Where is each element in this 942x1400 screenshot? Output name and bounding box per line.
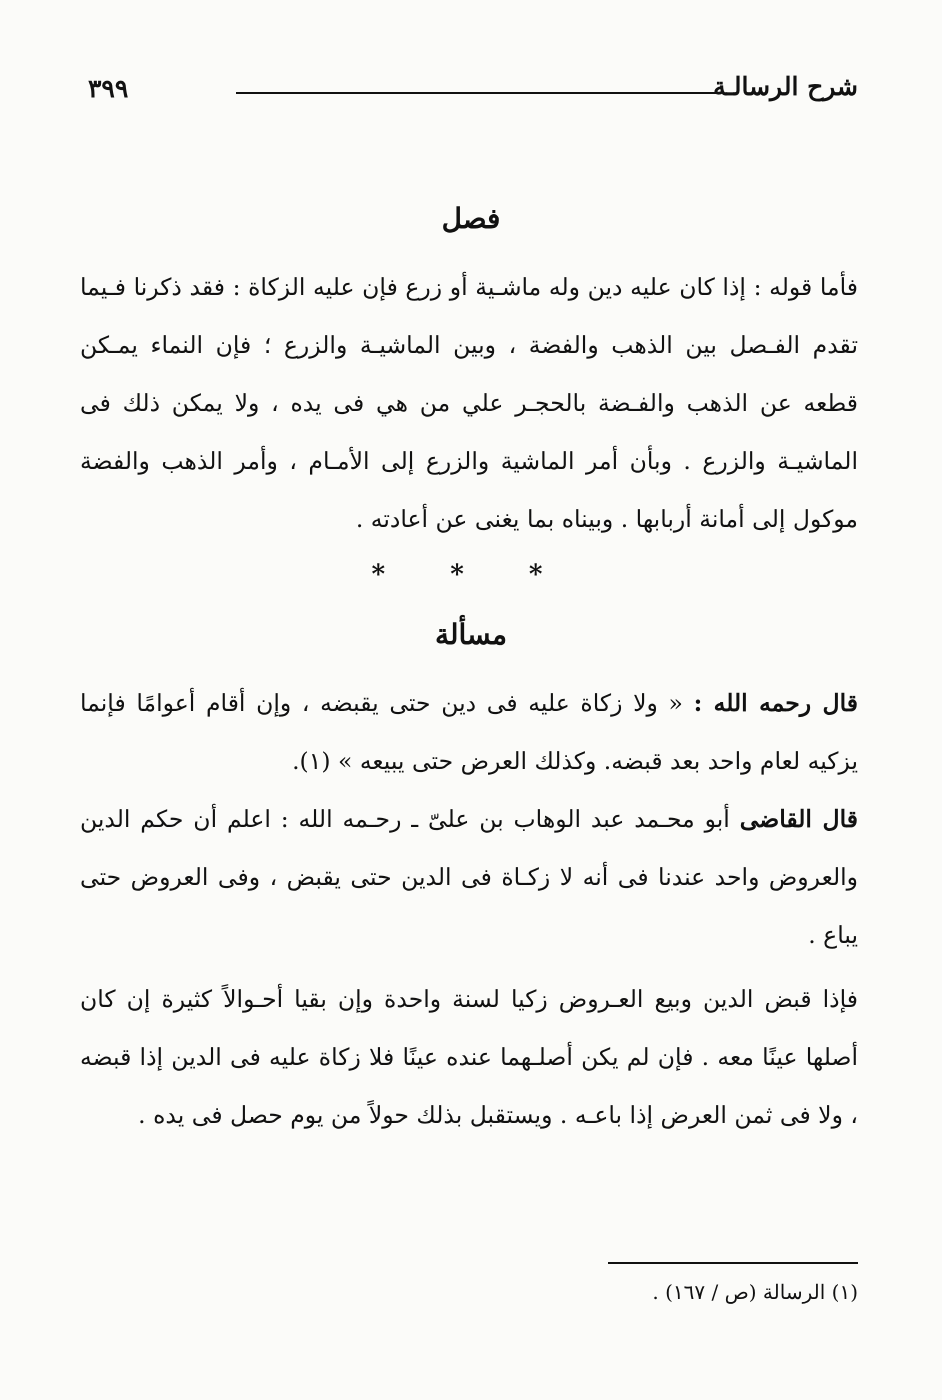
- paragraph-body: أبو محـمد عبد الوهاب بن علىّ ـ رحـمه الله : اعلم أن حكم الدين والعروض واحد عندنا فى أنه لا زكـاة فى الدين حتى يقبض ، وفى العروض حتى يباع .: [80, 805, 858, 949]
- section-paragraph: فأما قوله : إذا كان عليه دين وله ماشـية أو زرع فإن عليه الزكاة : فقد ذكرنا فـيما تقدم الفـصل بين الذهب والفضة ، وبين الماشيـة والزرع ؛ فإن النماء يمـكن قطعه عن الذهب والفـضة بالحجـر علي من هي فى يده ، ولا يمكن ذلك فى الماشيـة والزرع . وبأن أمر الماشية والزرع إلى الأمـام ، وأمر الذهب والفضة موكول إلى أمانة أربابها . وبيناه بما يغنى عن أعادته .: [80, 273, 858, 533]
- header-title: شرح الرسالـة: [713, 72, 858, 101]
- commentary-paragraph-2: فإذا قبض الدين وبيع العـروض زكيا لسنة واحدة وإن بقيا أحـوالاً كثيرة إن كان أصلها عينًا معه . فإن لم يكن أصلـهما عنده عينًا فلا زكاة عليه فى الدين إذا قبضه ، ولا فى ثمن العرض إذا باعـه . ويستقبل بذلك حولاً من يوم حصل فى يده .: [80, 985, 858, 1129]
- paragraph-lead: قال رحمه الله :: [693, 689, 858, 717]
- header-rule: [236, 92, 718, 94]
- page-number: ٣٩٩: [88, 74, 129, 103]
- section-heading-masala: مسألة: [434, 618, 508, 651]
- commentary-paragraph: [80, 790, 858, 964]
- running-header: [88, 70, 858, 110]
- quoted-text-paragraph: [80, 674, 858, 790]
- section-separator: * * *: [371, 560, 571, 590]
- paragraph-body: « ولا زكاة عليه فى دين حتى يقبضه ، وإن أقام أعوامًا فإنما يزكيه لعام واحد بعد قبضه. وكذلك العرض حتى يبيعه » (١).: [80, 689, 858, 775]
- section-heading-fasl: فصل: [441, 202, 501, 235]
- paragraph-lead: قال القاضى: [739, 805, 858, 833]
- footnote: (١) الرسالة (ص / ١٦٧) .: [652, 1280, 858, 1304]
- footnote-rule: [608, 1262, 858, 1264]
